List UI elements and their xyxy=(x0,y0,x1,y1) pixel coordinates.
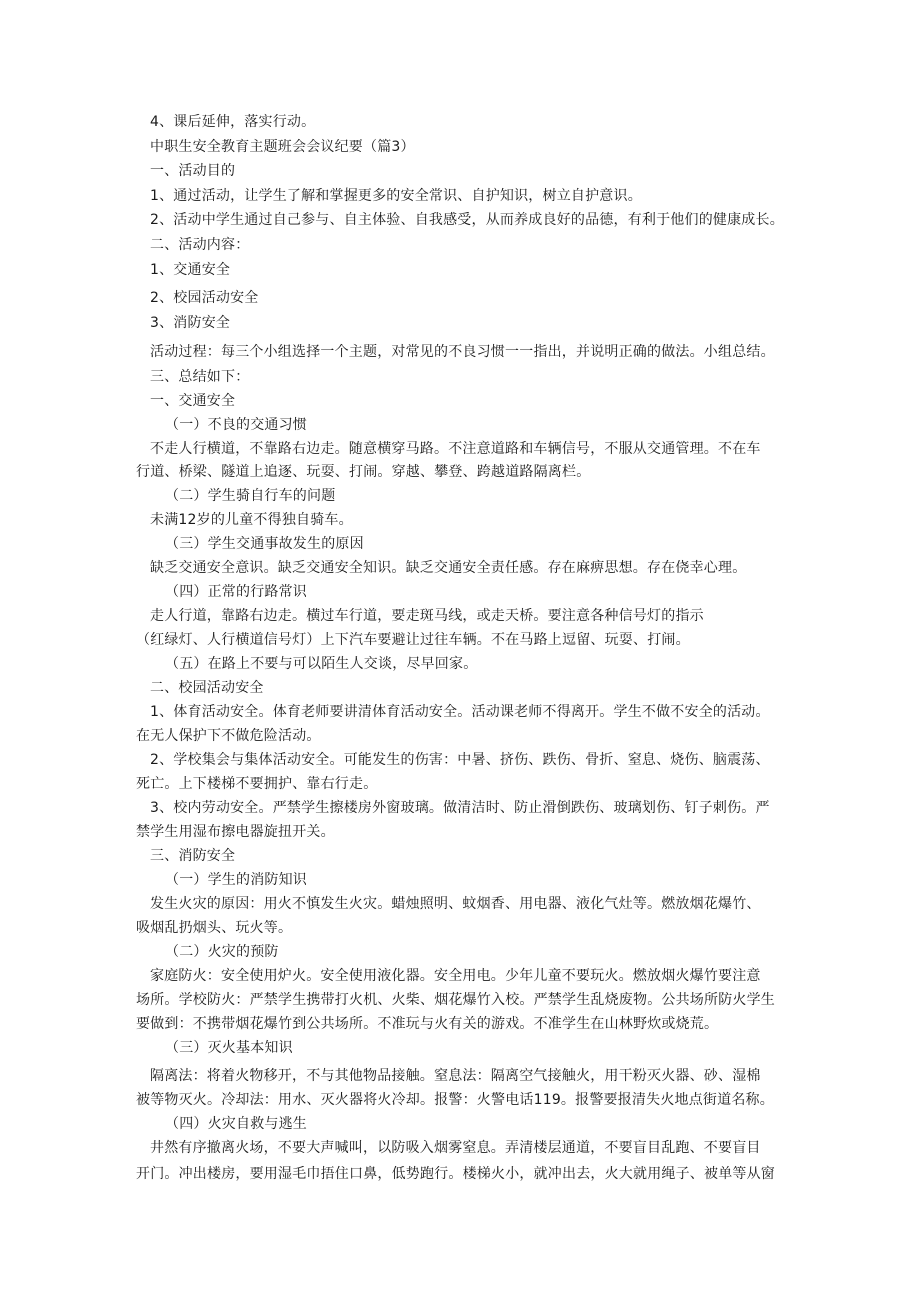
text-line: 禁学生用湿布擦电器旋扭开关。 xyxy=(136,824,335,840)
heading-campus-safety: 二、校园活动安全 xyxy=(150,680,264,696)
text-line: 场所。学校防火：严禁学生携带打火机、火柴、烟花爆竹入校。严禁学生乱烧废物。公共场所防火学生 xyxy=(136,992,775,1008)
text-line: 吸烟乱扔烟头、玩火等。 xyxy=(136,920,293,936)
text-line: 死亡。上下楼梯不要拥护、靠右行走。 xyxy=(136,776,378,792)
text-line: 被等物灭火。冷却法：用水、灭火器将火冷却。报警：火警电话119。报警要报清失火地点街道名称。 xyxy=(136,1092,774,1108)
text-line: 1、通过活动，让学生了解和掌握更多的安全常识、自护知识，树立自护意识。 xyxy=(150,188,642,204)
heading-activity-content: 二、活动内容： xyxy=(150,237,250,253)
subheading: （二）火灾的预防 xyxy=(165,944,279,960)
subheading: （三）灭火基本知识 xyxy=(165,1040,293,1056)
text-line: 走人行道，靠路右边走。横过车行道，要走斑马线，或走天桥。要注意各种信号灯的指示 xyxy=(150,608,704,624)
text-line: 隔离法：将着火物移开，不与其他物品接触。窒息法：隔离空气接触火，用干粉灭火器、砂、湿棉 xyxy=(150,1068,761,1084)
text-line: 要做到：不携带烟花爆竹到公共场所。不准玩与火有关的游戏。不准学生在山林野炊或烧荒。 xyxy=(136,1016,719,1032)
heading-fire-safety: 三、消防安全 xyxy=(150,848,236,864)
text-line: 开门。冲出楼房，要用湿毛巾捂住口鼻，低势跑行。楼梯火小，就冲出去，火大就用绳子、被单等从窗 xyxy=(136,1166,775,1182)
heading-traffic-safety: 一、交通安全 xyxy=(150,393,236,409)
list-item: 2、校园活动安全 xyxy=(150,290,259,306)
text-line: 2、学校集会与集体活动安全。可能发生的伤害：中暑、挤伤、跌伤、骨折、窒息、烧伤、脑震荡、 xyxy=(150,752,770,768)
list-item: 1、交通安全 xyxy=(150,262,231,278)
subheading: （一）不良的交通习惯 xyxy=(165,417,307,433)
heading-activity-purpose: 一、活动目的 xyxy=(150,163,236,179)
subheading: （四）火灾自救与逃生 xyxy=(165,1116,307,1132)
subheading: （三）学生交通事故发生的原因 xyxy=(165,536,364,552)
text-line: 不走人行横道，不靠路右边走。随意横穿马路。不注意道路和车辆信号，不服从交通管理。不在车 xyxy=(150,441,761,457)
text-line: 行道、桥梁、隧道上追逐、玩耍、打闹。穿越、攀登、跨越道路隔离栏。 xyxy=(136,464,591,480)
section-title: 中职生安全教育主题班会会议纪要（篇3） xyxy=(150,139,415,155)
text-line: 在无人保护下不做危险活动。 xyxy=(136,728,321,744)
subheading: （二）学生骑自行车的问题 xyxy=(165,488,336,504)
text-line: 发生火灾的原因：用火不慎发生火灾。蜡烛照明、蚊烟香、用电器、液化气灶等。燃放烟花爆竹、 xyxy=(150,896,761,912)
text-line: 活动过程：每三个小组选择一个主题，对常见的不良习惯一一指出，并说明正确的做法。小组总结。 xyxy=(150,344,775,360)
text-line: 家庭防火：安全使用炉火。安全使用液化器。安全用电。少年儿童不要玩火。燃放烟火爆竹要注意 xyxy=(150,968,761,984)
subheading: （四）正常的行路常识 xyxy=(165,584,307,600)
text-line: 4、课后延伸，落实行动。 xyxy=(150,114,316,130)
text-line: 缺乏交通安全意识。缺乏交通安全知识。缺乏交通安全责任感。存在麻痹思想。存在侥幸心理。 xyxy=(150,560,747,576)
text-line: 3、校内劳动安全。严禁学生擦楼房外窗玻璃。做清洁时、防止滑倒跌伤、玻璃划伤、钉子刺伤。严 xyxy=(150,800,770,816)
text-line: （红绿灯、人行横道信号灯）上下汽车要避让过往车辆。不在马路上逗留、玩耍、打闹。 xyxy=(136,632,690,648)
heading-summary: 三、总结如下： xyxy=(150,369,250,385)
subheading: （一）学生的消防知识 xyxy=(165,872,307,888)
text-line: 未满12岁的儿童不得独自骑车。 xyxy=(150,512,353,528)
subheading: （五）在路上不要与可以陌生人交谈，尽早回家。 xyxy=(165,656,478,672)
list-item: 3、消防安全 xyxy=(150,315,231,331)
text-line: 2、活动中学生通过自己参与、自主体验、自我感受，从而养成良好的品德，有利于他们的健康成长。 xyxy=(150,212,784,228)
text-line: 1、体育活动安全。体育老师要讲清体育活动安全。活动课老师不得离开。学生不做不安全的活动。 xyxy=(150,704,770,720)
text-line: 井然有序撤离火场，不要大声喊叫，以防吸入烟雾窒息。弄清楼层通道，不要盲目乱跑、不要盲目 xyxy=(150,1140,761,1156)
